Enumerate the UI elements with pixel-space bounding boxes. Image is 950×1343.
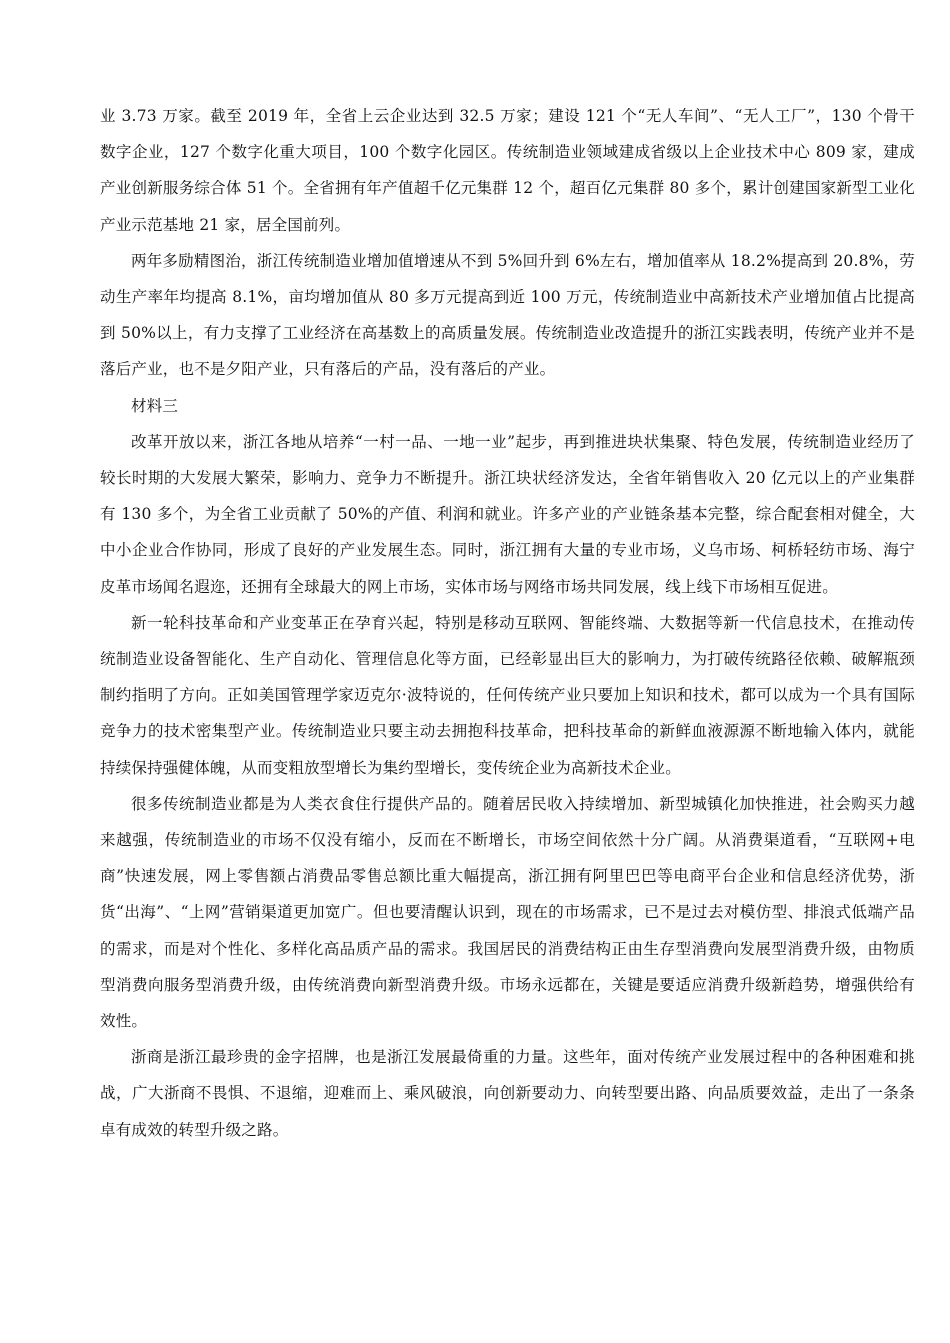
paragraph-continuation: 业 3.73 万家。截至 2019 年，全省上云企业达到 32.5 万家；建设 121 个“无人车间”、“无人工厂”，130 个骨干数字企业，127 个数字化重大项目，100 个数字化园区。传统制造业领域建成省级以上企业技术中心 809 家，建成产业创新服务综合体 51 个。全省拥有年产值超千亿元集群 12 个，超百亿元集群 80 多个，累计创建国家新型工业化产业示范基地 21 家，居全国前列。 [100,107,915,234]
paragraph-zhejiang-merchants: 浙商是浙江最珍贵的金字招牌，也是浙江发展最倚重的力量。这些年，面对传统产业发展过程中的各种困难和挑战，广大浙商不畏惧、不退缩，迎难而上、乘风破浪，向创新要动力、向转型要出路、向品质要效益，走出了一条条卓有成效的转型升级之路。 [100,1048,915,1139]
paragraph-consumer-market: 很多传统制造业都是为人类衣食住行提供产品的。随着居民收入持续增加、新型城镇化加快推进，社会购买力越来越强，传统制造业的市场不仅没有缩小，反而在不断增长，市场空间依然十分广阔。从消费渠道看，“互联网+电商”快速发展，网上零售额占消费品零售总额比重大幅提高，浙江拥有阿里巴巴等电商平台企业和信息经济优势，浙货“出海”、“上网”营销渠道更加宽广。但也要清醒认识到，现在的市场需求，已不是过去对模仿型、排浪式低端产品的需求，而是对个性化、多样化高品质产品的需求。我国居民的消费结构正由生存型消费向发展型消费升级，由物质型消费向服务型消费升级，由传统消费向新型消费升级。市场永远都在，关键是要适应消费升级新趋势，增强供给有效性。 [100,794,915,1031]
document-body [100,98,915,1148]
paragraph-reform-history: 改革开放以来，浙江各地从培养“一村一品、一地一业”起步，再到推进块状集聚、特色发展，传统制造业经历了较长时期的大发展大繁荣，影响力、竞争力不断提升。浙江块状经济发达，全省年销售收入 20 亿元以上的产业集群有 130 多个，为全省工业贡献了 50%的产值、利润和就业。许多产业的产业链条基本完整，综合配套相对健全，大中小企业合作协同，形成了良好的产业发展生态。同时，浙江拥有大量的专业市场，义乌市场、柯桥轻纺市场、海宁皮革市场闻名遐迩，还拥有全球最大的网上市场，实体市场与网络市场共同发展，线上线下市场相互促进。 [100,432,915,596]
section-heading-material-three: 材料三 [131,396,179,415]
paragraph-productivity: 两年多励精图治，浙江传统制造业增加值增速从不到 5%回升到 6%左右，增加值率从 18.2%提高到 20.8%，劳动生产率年均提高 8.1%，亩均增加值从 80 多万元提高到近 100 万元，传统制造业中高新技术产业增加值占比提高到 50%以上，有力支撑了工业经济在高基数上的高质量发展。传统制造业改造提升的浙江实践表明，传统产业并不是落后产业，也不是夕阳产业，只有落后的产品，没有落后的产业。 [100,251,915,379]
paragraph-tech-revolution: 新一轮科技革命和产业变革正在孕育兴起，特别是移动互联网、智能终端、大数据等新一代信息技术，在推动传统制造业设备智能化、生产自动化、管理信息化等方面，已经彰显出巨大的影响力，为打破传统路径依赖、破解瓶颈制约指明了方向。正如美国管理学家迈克尔·波特说的，任何传统产业只要加上知识和技术，都可以成为一个具有国际竞争力的技术密集型产业。传统制造业只要主动去拥抱科技革命，把科技革命的新鲜血液源源不断地输入体内，就能持续保持强健体魄，从而变粗放型增长为集约型增长，变传统企业为高新技术企业。 [100,613,915,777]
